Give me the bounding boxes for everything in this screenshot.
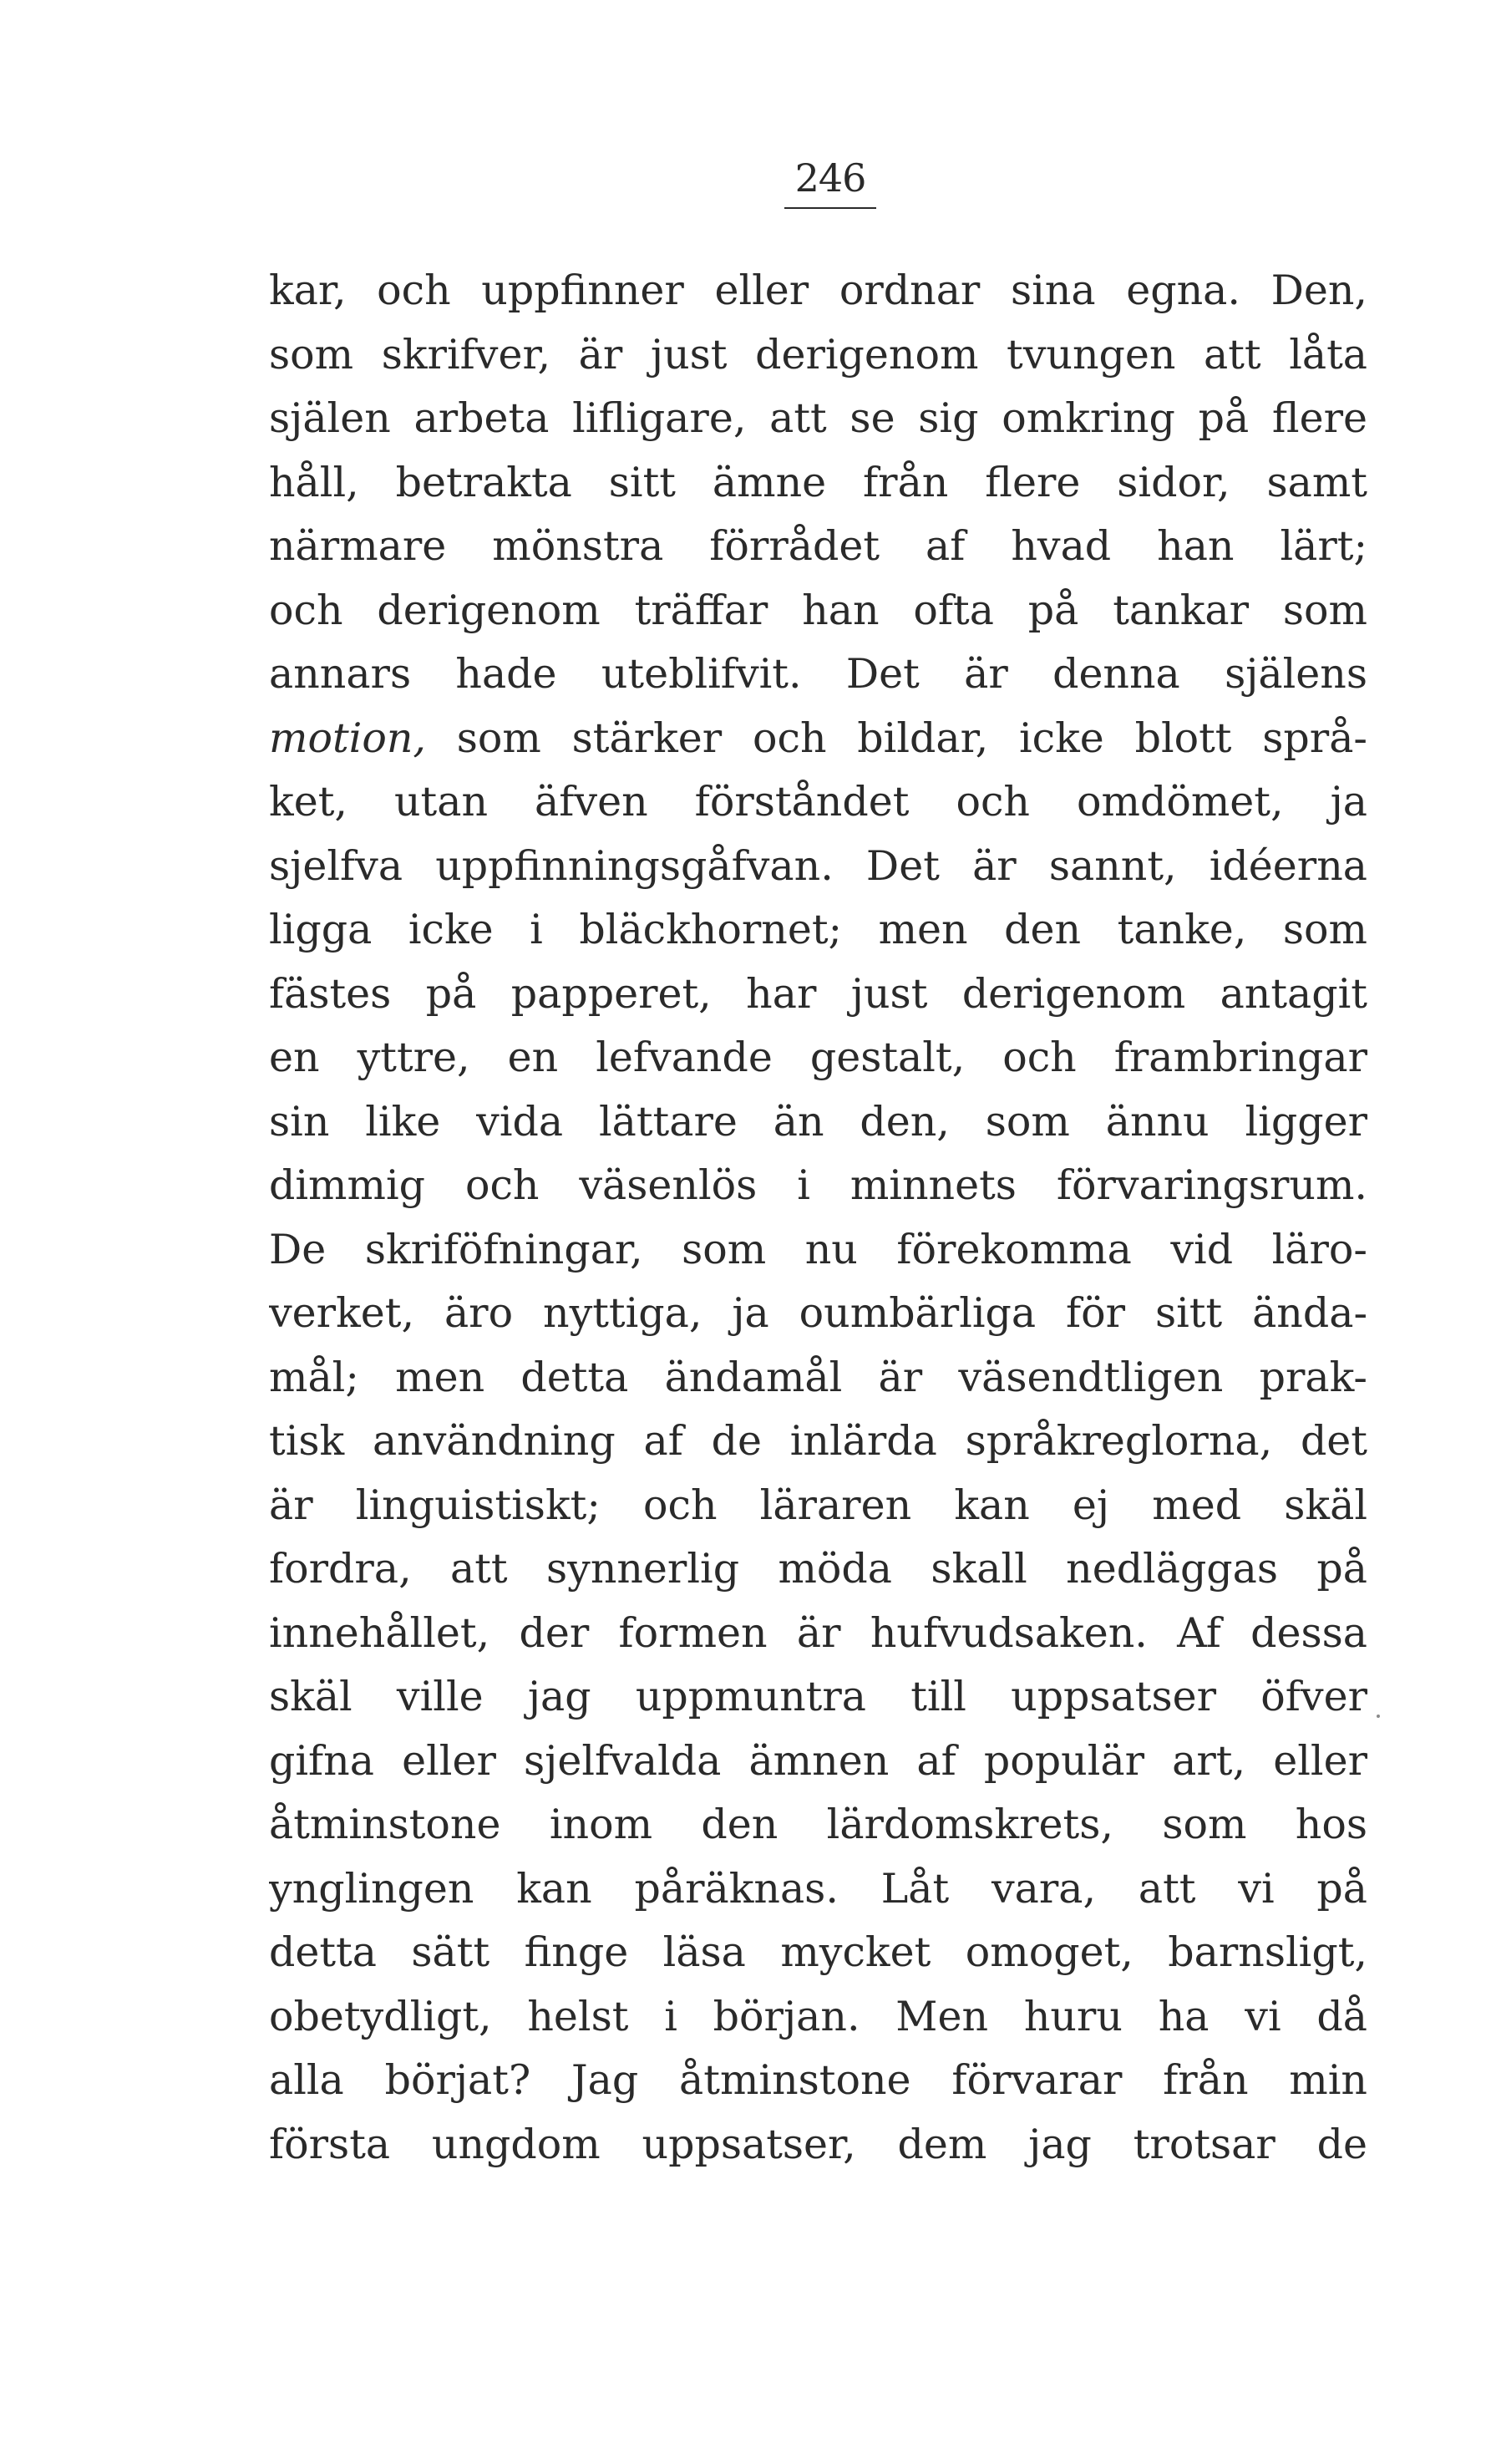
text-line-7: annars hade uteblifvit. Det är denna själens xyxy=(269,650,1367,698)
text-line-10: sjelfva uppfinningsgåfvan. Det är sannt, idéerna xyxy=(269,841,1367,890)
text-line-8 xyxy=(269,707,1367,771)
text-line-22: innehållet, der formen är hufvudsaken. Af dessa xyxy=(269,1608,1367,1657)
text-line-21: fordra, att synnerlig möda skall nedläggas på xyxy=(269,1545,1367,1593)
text-line-5: närmare mönstra förrådet af hvad han lärt; xyxy=(269,522,1367,570)
text-line-13: en yttre, en lefvande gestalt, och frambringar xyxy=(269,1034,1367,1081)
text-line-16: De skriföfningar, som nu förekomma vid läro- xyxy=(269,1225,1367,1273)
text-line-24: gifna eller sjelfvalda ämnen af populär art, eller xyxy=(269,1736,1367,1785)
text-line-8-rest: som stärker och bildar, icke blott språ- xyxy=(425,714,1367,762)
text-line-30: första ungdom uppsatser, dem jag trotsar de xyxy=(269,2120,1367,2168)
text-line-25: åtminstone inom den lärdomskrets, som hos xyxy=(269,1801,1367,1848)
text-line-2: som skrifver, är just derigenom tvungen att låta xyxy=(269,330,1367,378)
text-line-11: ligga icke i bläckhornet; men den tanke, som xyxy=(269,906,1367,953)
text-line-28: obetydligt, helst i början. Men huru ha vi då xyxy=(269,1992,1367,2040)
text-line-23: skäl ville jag uppmuntra till uppsatser öfver xyxy=(269,1673,1367,1720)
margin-speck xyxy=(1377,1715,1380,1718)
text-line-9: ket, utan äfven förståndet och omdömet, ja xyxy=(269,778,1367,826)
text-line-26: ynglingen kan påräknas. Låt vara, att vi på xyxy=(269,1864,1367,1913)
page-number-rule xyxy=(784,207,876,209)
text-line-17: verket, äro nyttiga, ja oumbärliga för sitt ända- xyxy=(269,1289,1367,1337)
text-line-15: dimmig och väsenlös i minnets förvaringsrum. xyxy=(269,1161,1367,1209)
text-line-12: fästes på papperet, har just derigenom antagit xyxy=(269,969,1367,1018)
italic-word: motion, xyxy=(269,714,426,762)
text-line-19: tisk användning af de inlärda språkreglorna, det xyxy=(269,1417,1367,1465)
text-line-29: alla börjat? Jag åtminstone förvarar från min xyxy=(269,2056,1367,2104)
text-line-1: kar, och uppfinner eller ordnar sina egna. Den, xyxy=(269,267,1367,314)
text-line-27: detta sätt finge läsa mycket omoget, barnsligt, xyxy=(269,1928,1367,1976)
text-line-3: själen arbeta lifligare, att se sig omkring på flere xyxy=(269,394,1367,442)
text-line-18: mål; men detta ändamål är väsendtligen prak- xyxy=(269,1353,1367,1401)
text-line-20: är linguistiskt; och läraren kan ej med skäl xyxy=(269,1481,1367,1529)
body-text xyxy=(269,259,1367,2177)
page-number: 246 xyxy=(794,155,866,201)
text-line-6: och derigenom träffar han ofta på tankar som xyxy=(269,586,1367,634)
text-line-14: sin like vida lättare än den, som ännu ligger xyxy=(269,1097,1367,1146)
text-line-4: håll, betrakta sitt ämne från flere sidor, samt xyxy=(269,458,1367,506)
